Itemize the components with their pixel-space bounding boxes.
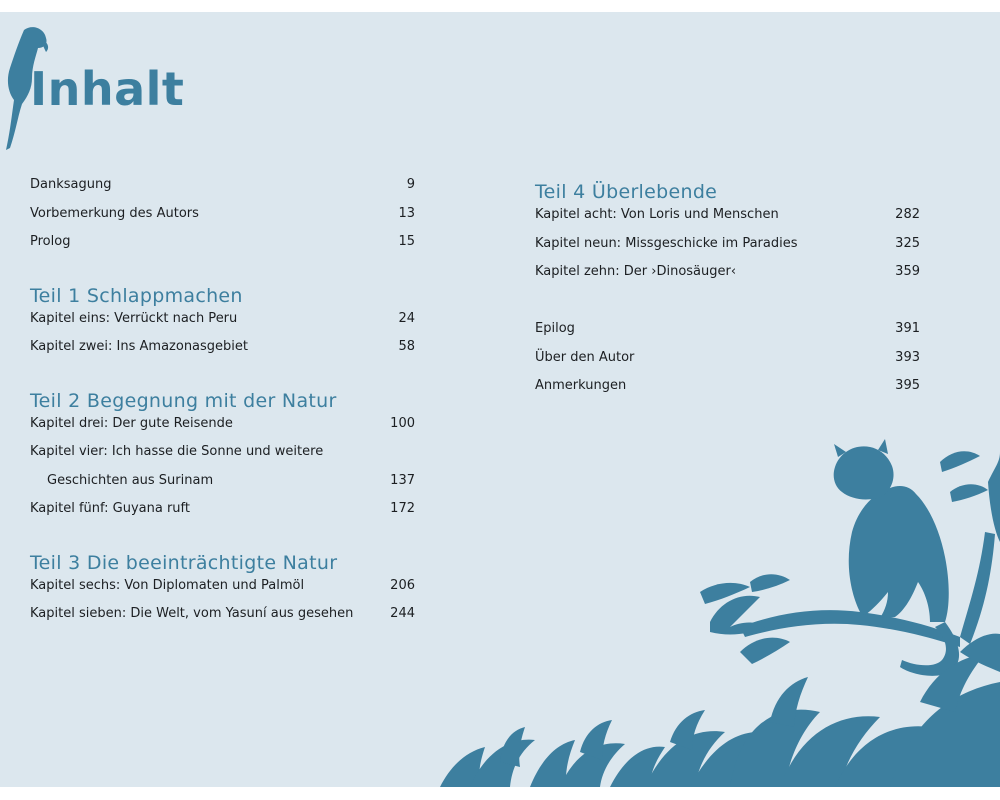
entry-page: 206 [390, 577, 415, 593]
entry-page: 172 [390, 501, 415, 516]
entry-label: Kapitel neun: Missgeschicke im Paradies [535, 235, 798, 251]
entry-label: Kapitel eins: Verrückt nach Peru [30, 310, 238, 326]
entry-label: Epilog [535, 321, 575, 336]
part-heading: Teil 1 Schlappmachen [30, 284, 243, 307]
toc-entry[interactable] [535, 321, 920, 350]
entry-label: Prolog [30, 234, 71, 249]
entry-label: Kapitel fünf: Guyana ruft [30, 501, 190, 516]
entry-page: 15 [398, 234, 415, 249]
toc-entry[interactable] [535, 207, 920, 236]
page-title: Inhalt [30, 62, 185, 116]
jungle-illustration [440, 422, 1000, 787]
toc-entry[interactable] [30, 578, 415, 607]
entry-label: Geschichten aus Surinam [47, 472, 214, 488]
divider [535, 293, 920, 322]
entry-label: Kapitel sieben: Die Welt, vom Yasuní aus gesehen [30, 606, 354, 621]
toc-entry[interactable] [535, 350, 920, 379]
entry-page: 325 [895, 235, 920, 251]
entry-label: Kapitel sechs: Von Diplomaten und Palmöl [30, 577, 305, 593]
entry-page: 282 [895, 207, 920, 222]
toc-entry[interactable] [30, 234, 415, 263]
part-heading: Teil 2 Begegnung mit der Natur [30, 389, 337, 412]
entry-page: 137 [390, 472, 415, 488]
toc-entry[interactable] [30, 416, 415, 445]
entry-page: 58 [398, 339, 415, 354]
entry-label: Kapitel zehn: Der ›Dinosäuger‹ [535, 264, 737, 279]
entry-page: 395 [895, 378, 920, 393]
toc-page [0, 12, 1000, 787]
entry-page: 13 [398, 205, 415, 221]
entry-label: Kapitel drei: Der gute Reisende [30, 415, 233, 431]
toc-left-column [30, 177, 415, 635]
entry-page: 100 [390, 415, 415, 431]
toc-entry[interactable] [535, 264, 920, 293]
entry-label: Kapitel zwei: Ins Amazonasgebiet [30, 339, 249, 354]
toc-right-column [535, 177, 920, 407]
entry-label: Kapitel acht: Von Loris und Menschen [535, 207, 779, 222]
entry-label: Kapitel vier: Ich hasse die Sonne und weitere [30, 444, 324, 459]
toc-entry[interactable] [30, 501, 415, 530]
toc-entry[interactable] [30, 444, 415, 473]
entry-label: Anmerkungen [535, 378, 627, 393]
entry-page: 391 [895, 321, 920, 336]
entry-page: 393 [895, 349, 920, 365]
toc-entry[interactable] [535, 236, 920, 265]
entry-label: Danksagung [30, 177, 112, 192]
entry-label: Vorbemerkung des Autors [30, 205, 199, 221]
entry-page: 244 [390, 606, 415, 621]
toc-entry[interactable] [30, 206, 415, 235]
entry-label: Über den Autor [535, 349, 635, 365]
toc-entry[interactable] [535, 378, 920, 407]
entry-page: 24 [398, 310, 415, 326]
toc-entry[interactable] [30, 177, 415, 206]
entry-page: 9 [406, 177, 415, 192]
toc-entry[interactable] [30, 473, 415, 502]
part-heading: Teil 3 Die beeinträchtigte Natur [30, 551, 338, 574]
toc-entry[interactable] [30, 606, 415, 635]
toc-entry[interactable] [30, 311, 415, 340]
entry-page: 359 [895, 264, 920, 279]
toc-entry[interactable] [30, 339, 415, 368]
part-heading: Teil 4 Überlebende [535, 181, 718, 203]
